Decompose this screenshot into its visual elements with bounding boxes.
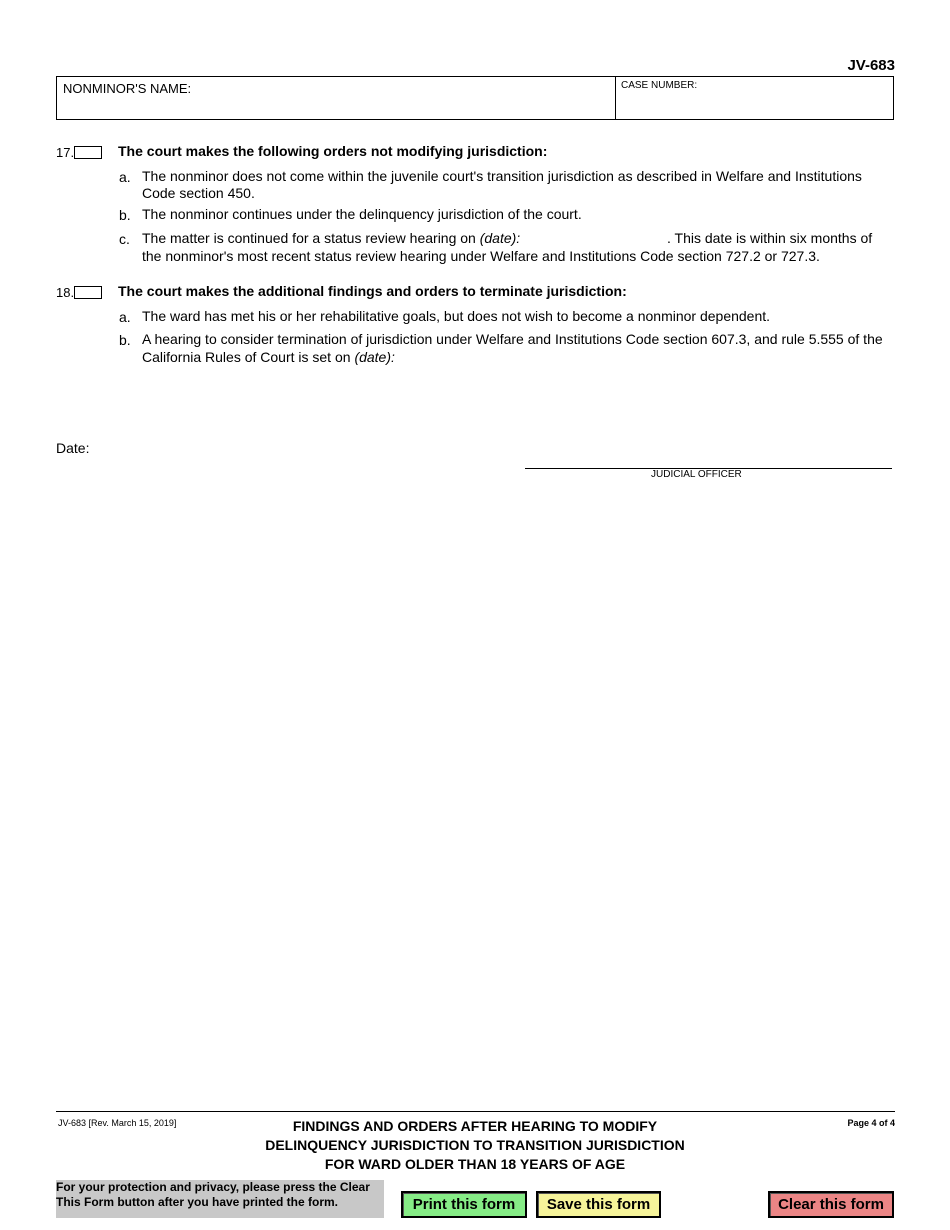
sub-letter: c.: [119, 231, 130, 247]
item-18b-line1: A hearing to consider termination of jurisdiction under Welfare and Institutions Code section 607.3, and rule 5.555 of the: [142, 331, 883, 347]
form-id: JV-683: [847, 57, 895, 74]
footer-rule: [56, 1111, 895, 1112]
print-button[interactable]: Print this form: [401, 1191, 527, 1218]
item-number: 17.: [56, 145, 75, 160]
caption-divider: [615, 77, 616, 119]
nonminor-name-label: NONMINOR'S NAME:: [63, 81, 192, 96]
privacy-line2: This Form button after you have printed the form.: [56, 1195, 339, 1209]
item-17b-text: The nonminor continues under the delinquency jurisdiction of the court.: [142, 206, 582, 222]
page-number: Page 4 of 4: [847, 1118, 895, 1128]
item-number: 18.: [56, 285, 75, 300]
revision-date: JV-683 [Rev. March 15, 2019]: [58, 1118, 177, 1128]
date-label: (date):: [479, 230, 521, 246]
item-17c-line2: the nonminor's most recent status review hearing under Welfare and Institutions Code section 727.2 or 727.3.: [142, 248, 820, 264]
item-18a-text: The ward has met his or her rehabilitative goals, but does not wish to become a nonminor dependent.: [142, 308, 771, 324]
form-title: [200, 1117, 750, 1174]
caption-box: [56, 76, 894, 120]
item-18-row: [56, 284, 102, 302]
form-title-line1: FINDINGS AND ORDERS AFTER HEARING TO MODIFY: [292, 1118, 658, 1134]
item-18b-pre: California Rules of Court is set on: [142, 349, 351, 365]
item-18-checkbox[interactable]: [74, 286, 102, 299]
privacy-notice: [56, 1180, 384, 1218]
sub-letter: a.: [119, 309, 131, 325]
item-17-row: [56, 144, 102, 162]
judicial-officer-caption: JUDICIAL OFFICER: [651, 469, 742, 480]
sub-letter: b.: [119, 332, 131, 348]
sub-letter: a.: [119, 169, 131, 185]
save-button[interactable]: Save this form: [536, 1191, 661, 1218]
item-17a-text: The nonminor does not come within the juvenile court's transition jurisdiction as described in Welfare and Institutions Code section 450.: [142, 168, 862, 201]
case-number-label: CASE NUMBER:: [621, 80, 698, 91]
form-title-line2: DELINQUENCY JURISDICTION TO TRANSITION JURISDICTION: [265, 1137, 685, 1153]
item-17c-text: [142, 230, 520, 247]
sub-letter: b.: [119, 207, 131, 223]
item-18-title: The court makes the additional findings and orders to terminate jurisdiction:: [118, 283, 627, 299]
clear-button[interactable]: Clear this form: [768, 1191, 894, 1218]
item-17c-post: . This date is within six months of: [667, 230, 873, 246]
item-17-title: The court makes the following orders not modifying jurisdiction:: [118, 143, 548, 159]
item-17-checkbox[interactable]: [74, 146, 102, 159]
privacy-line1: For your protection and privacy, please press the Clear: [56, 1180, 370, 1194]
date-label: (date):: [354, 349, 395, 365]
date-label: Date:: [56, 440, 90, 456]
item-17c-pre: The matter is continued for a status review hearing on: [142, 230, 476, 246]
form-title-line3: FOR WARD OLDER THAN 18 YEARS OF AGE: [324, 1156, 626, 1172]
item-18b-line2: [142, 349, 395, 366]
